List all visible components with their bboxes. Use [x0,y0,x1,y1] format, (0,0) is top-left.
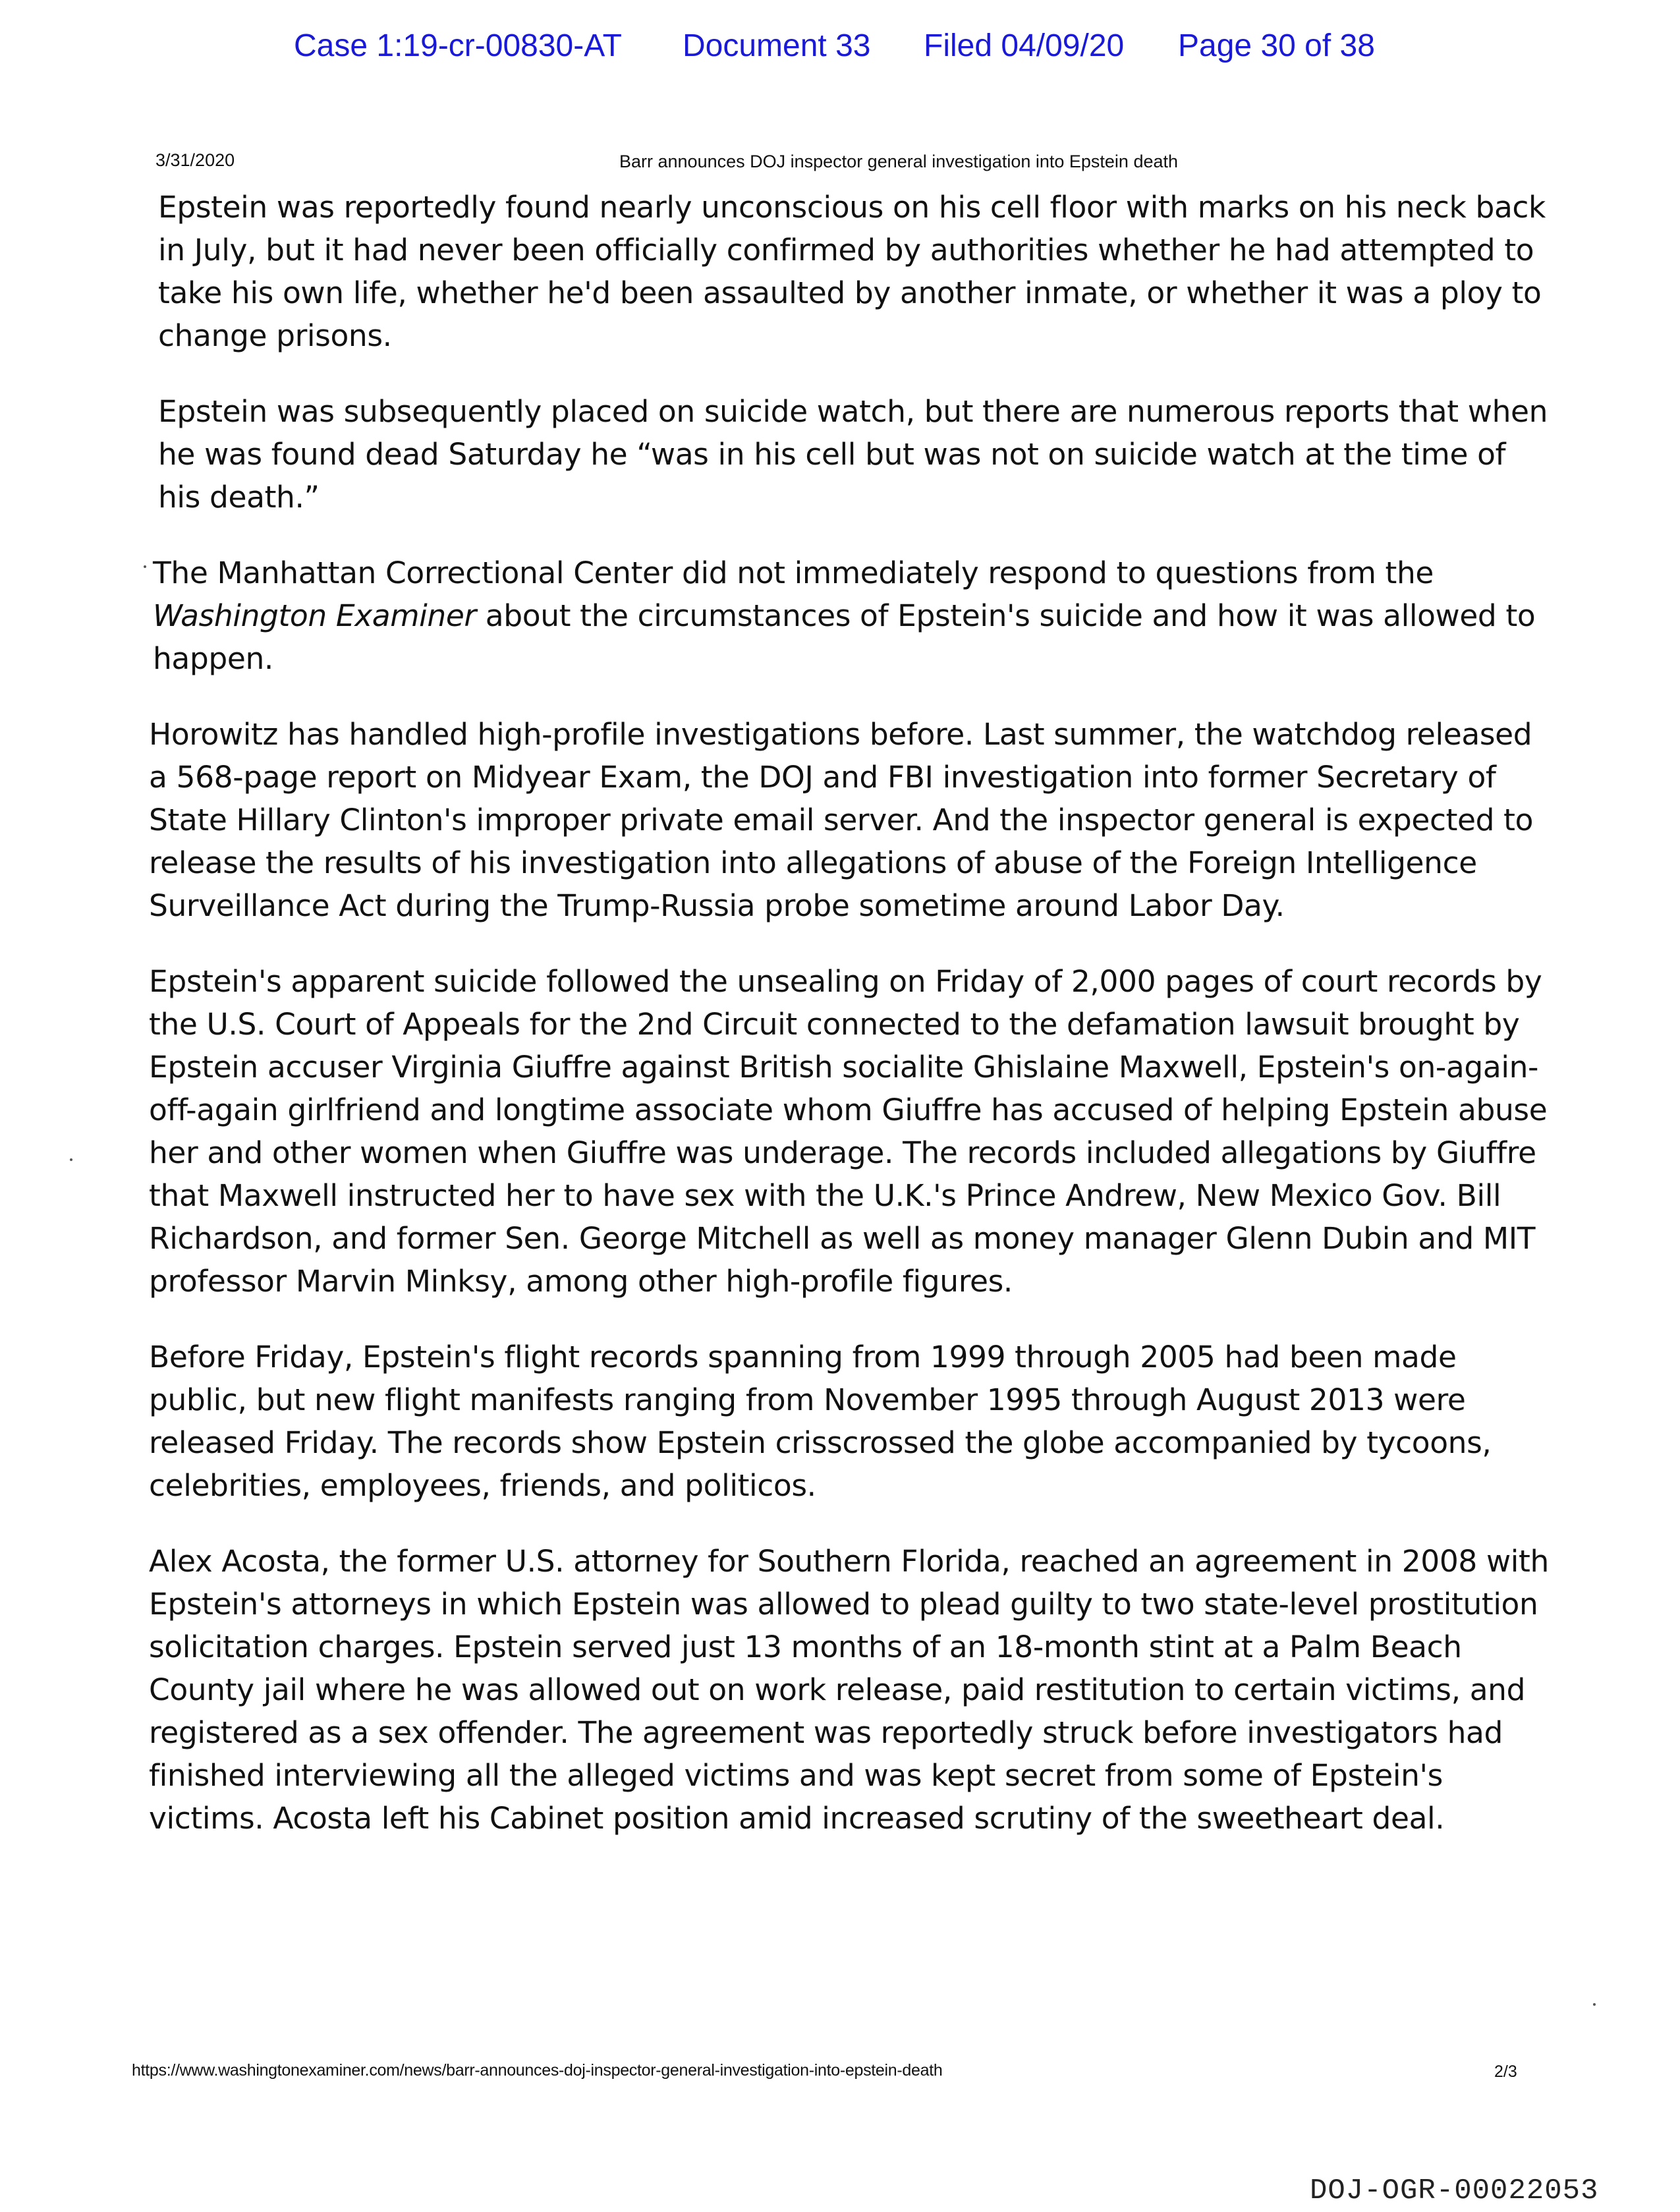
paragraph: Epstein was subsequently placed on suicide watch, but there are numerous reports that when he was found dead Saturday he “was in his cell but was not on suicide watch at the time of his death.” [158,394,1548,515]
paragraph: Alex Acosta, the former U.S. attorney for Southern Florida, reached an agreement in 2008 with Epstein's attorneys in which Epstein was allowed to plead guilty to two state-level prostitution solicitation charges. Epstein served just 13 months of an 18-month stint at a Palm Beach County jail where he was allowed out on work release, paid restitution to certain victims, and registered as a sex offender. The agreement was reportedly struck before investigators had finished interviewing all the alleged victims and was kept secret from some of Epstein's victims. Acosta left his Cabinet position amid increased scrutiny of the sweetheart deal. [149,1544,1549,1836]
paragraph: Horowitz has handled high-profile investigations before. Last summer, the watchdog released a 568-page report on Midyear Exam, the DOJ and FBI investigation into former Secretary of State Hillary Clinton's improper private email server. And the inspector general is expected to release the results of his investigation into allegations of abuse of the Foreign Intelligence Surveillance Act during the Trump-Russia probe sometime around Labor Day. [149,717,1534,923]
paragraph-text: about the circumstances of Epstein's suicide and how it was allowed to happen. [153,598,1536,676]
document-number: Document 33 [683,28,871,63]
scan-artifact [70,1158,72,1161]
scan-artifact [144,565,146,568]
paragraph-text: The Manhattan Correctional Center did not immediately respond to questions from the [153,555,1434,590]
article-page-title: Barr announces DOJ inspector general investigation into Epstein death [619,152,1179,171]
paragraph: Epstein was reportedly found nearly unconscious on his cell floor with marks on his neck back in July, but it had never been officially confirmed by authorities whether he had attempted to take his own life, whether he'd been assaulted by another inmate, or whether it was a ploy to change prisons. [158,190,1546,353]
article-body [149,186,1555,1873]
paragraph [153,552,1555,680]
court-filing-header [294,28,1375,64]
case-number: Case 1:19-cr-00830-AT [294,28,622,63]
source-url-link[interactable]: https://www.washingtonexaminer.com/news/barr-announces-doj-inspector-general-investigation-into-epstein-death [132,2061,943,2080]
scan-artifact [1593,2003,1596,2006]
paragraph: Epstein's apparent suicide followed the unsealing on Friday of 2,000 pages of court records by the U.S. Court of Appeals for the 2nd Circuit connected to the defamation lawsuit brought by Epstein accuser Virginia Giuffre against British socialite Ghislaine Maxwell, Epstein's on-again-off-again girlfriend and longtime associate whom Giuffre has accused of helping Epstein abuse her and other women when Giuffre was underage. The records included allegations by Giuffre that Maxwell instructed her to have sex with the U.K.'s Prince Andrew, New Mexico Gov. Bill Richardson, and former Sen. George Mitchell as well as money manager Glenn Dubin and MIT professor Marvin Minksy, among other high-profile figures. [149,964,1548,1299]
print-date: 3/31/2020 [155,150,235,170]
print-page-number: 2/3 [1494,2062,1517,2081]
publication-name: Washington Examiner [153,598,476,633]
page-count: Page 30 of 38 [1178,28,1375,63]
bates-number: DOJ-OGR-00022053 [1310,2174,1599,2207]
paragraph: Before Friday, Epstein's flight records spanning from 1999 through 2005 had been made public, but new flight manifests ranging from November 1995 through August 2013 were released Friday. The records show Epstein crisscrossed the globe accompanied by tycoons, celebrities, employees, friends, and politicos. [149,1340,1492,1503]
filed-date: Filed 04/09/20 [924,28,1125,63]
